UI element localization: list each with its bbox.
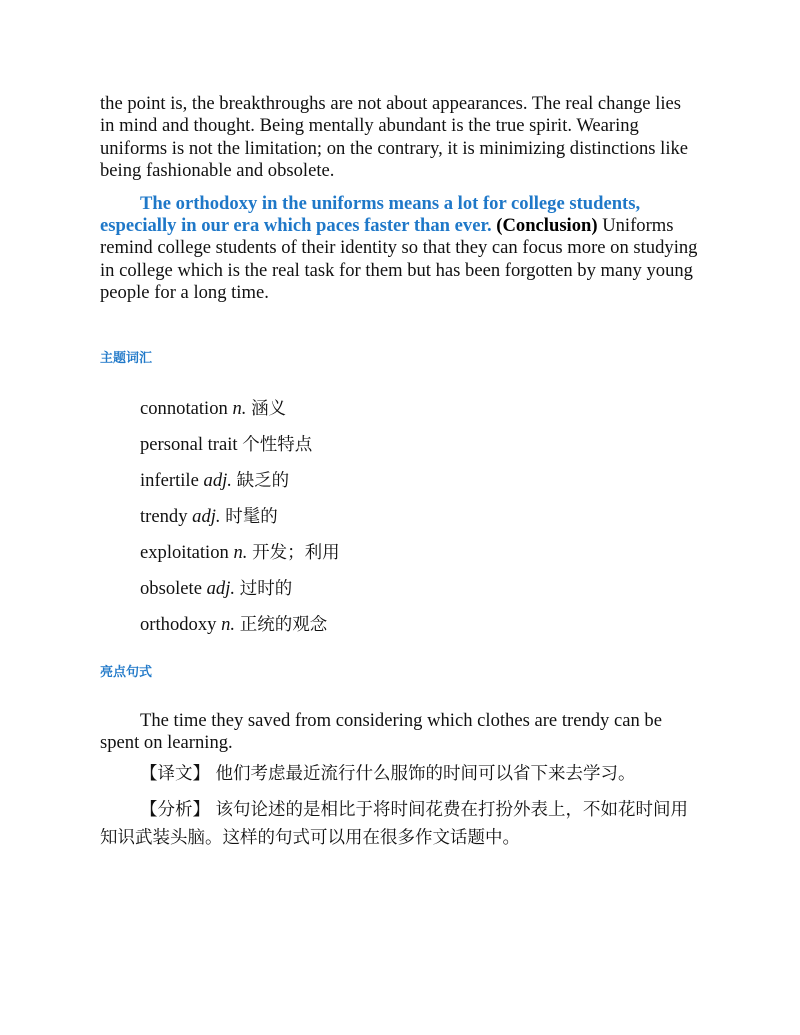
vocab-word: personal trait [140, 433, 238, 455]
vocab-meaning: 正统的观念 [239, 614, 328, 635]
paragraph-2 [100, 193, 700, 305]
vocab-item [100, 506, 700, 542]
vocab-item [100, 470, 700, 506]
paragraph-2-body: Uniforms remind college students of their identity so that they can focus more on studying in college which is the real task for them but has been forgotten by many young people for a long time. [100, 215, 698, 304]
vocab-word: orthodoxy [140, 613, 217, 635]
topic-sentence: The orthodoxy in the uniforms means a lot for college students, especially in our era which paces faster than ever. [100, 192, 641, 237]
vocab-pos: adj. [203, 469, 232, 491]
vocab-list [100, 398, 700, 650]
vocab-pos: n. [232, 397, 247, 419]
vocab-pos: adj. [206, 577, 236, 599]
vocab-meaning: 涵义 [251, 398, 287, 419]
sentence-heading: 亮点句式 [100, 664, 153, 680]
vocab-meaning: 缺乏的 [236, 470, 290, 491]
vocab-heading: 主题词汇 [100, 350, 153, 366]
paragraph-1: the point is, the breakthroughs are not about appearances. The real change lies in mind and thought. Being mentally abundant is the true spirit. Wearing uniforms is not the limitation; on the contrary, it is minimizing distinctions like being fashionable and obsolete. [100, 93, 689, 182]
vocab-word: obsolete [140, 577, 202, 599]
vocab-item [100, 542, 700, 578]
vocab-item [100, 614, 700, 650]
vocab-item [100, 434, 700, 470]
vocab-meaning: 过时的 [239, 578, 293, 599]
analysis: 【分析】 该句论述的是相比于将时间花费在打扮外表上，不如花时间用知识武装头脑。这样的句式可以用在很多作文话题中。 [100, 800, 689, 849]
vocab-pos: n. [221, 613, 236, 635]
translation: 【译文】 他们考虑最近流行什么服饰的时间可以省下来去学习。 [140, 764, 636, 785]
vocab-meaning: 个性特点 [242, 434, 313, 455]
vocab-pos: n. [233, 541, 248, 563]
vocab-meaning: 开发；利用 [252, 542, 340, 563]
vocab-word: exploitation [140, 541, 229, 563]
vocab-meaning: 时髦的 [225, 506, 278, 527]
document-page [100, 93, 700, 852]
vocab-word: connotation [140, 397, 228, 419]
conclusion-tag: (Conclusion) [496, 215, 598, 237]
vocab-item [100, 398, 700, 434]
vocab-pos: adj. [192, 505, 221, 527]
vocab-item [100, 578, 700, 614]
vocab-word: trendy [140, 505, 188, 527]
vocab-word: infertile [140, 469, 199, 491]
highlight-sentence: The time they saved from considering which clothes are trendy can be spent on learning. [100, 709, 662, 754]
